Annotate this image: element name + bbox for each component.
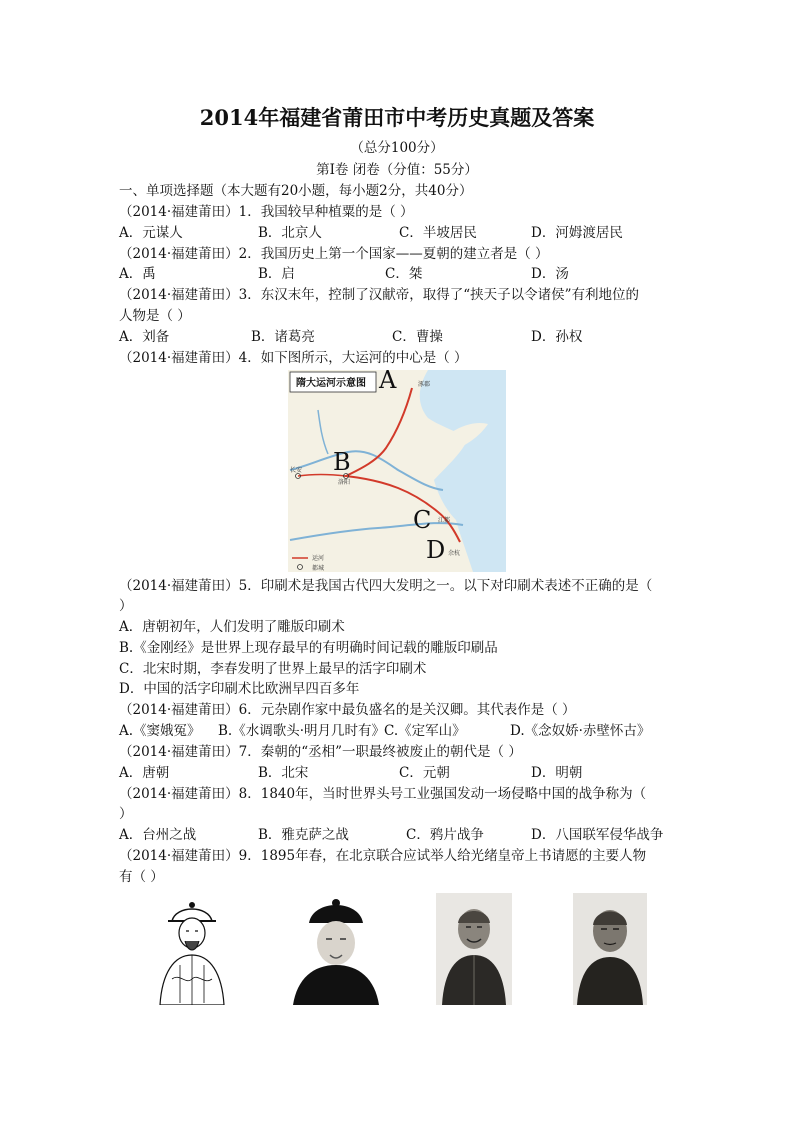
map-place-jiangdu: 江都 [438, 517, 451, 524]
map-label-c: C [413, 506, 432, 534]
question-8-option-b: B．雅克萨之战 [258, 827, 349, 843]
question-9-stem-cont: 有（ ） [119, 869, 164, 885]
question-7-option-a: A．唐朝 [119, 765, 170, 781]
map-legend-canal: 运河 [312, 555, 325, 562]
portrait-4-photo [573, 893, 647, 1005]
question-8-option-c: C．鸦片战争 [406, 827, 484, 843]
question-5-option-b: B.《金刚经》是世界上现存最早的有明确时间记载的雕版印刷品 [119, 640, 498, 656]
map-label-b: B [333, 448, 351, 476]
question-3-option-b: B．诸葛亮 [251, 329, 315, 345]
section-heading: 第Ⅰ卷 闭卷（分值：55分） [316, 162, 478, 178]
question-7-option-d: D．明朝 [531, 765, 583, 781]
map-place-luoyang: 洛阳 [338, 479, 351, 486]
map-title: 隋大运河示意图 [296, 378, 366, 389]
question-2-option-d: D．汤 [531, 266, 569, 282]
question-3-option-d: D．孙权 [531, 329, 583, 345]
map-legend-capital: 都城 [312, 565, 325, 572]
question-3-option-c: C．曹操 [392, 329, 443, 345]
total-score: （总分100分） [350, 140, 444, 156]
question-2-option-b: B．启 [258, 266, 295, 282]
question-5-stem-cont: ） [119, 598, 133, 614]
question-1-option-c: C．半坡居民 [399, 225, 477, 241]
map-label-a: A [379, 370, 397, 394]
question-1-stem: （2014·福建莆田）1．我国较早种植粟的是（ ） [119, 204, 414, 220]
question-3-stem: （2014·福建莆田）3．东汉末年，控制了汉献帝，取得了“挟天子以令诸侯”有利地位的 [119, 287, 640, 303]
question-2-option-a: A．禹 [119, 266, 156, 282]
question-6-stem: （2014·福建莆田）6．元杂剧作家中最负盛名的是关汉卿。其代表作是（ ） [119, 702, 576, 718]
question-8-stem-cont: ） [119, 806, 133, 822]
question-5-stem: （2014·福建莆田）5．印刷术是我国古代四大发明之一。以下对印刷术表述不正确的是（ [119, 578, 653, 594]
question-8-stem: （2014·福建莆田）8．1840年，当时世界头号工业强国发动一场侵略中国的战争称为（ [119, 786, 647, 802]
question-1-option-b: B．北京人 [258, 225, 322, 241]
grand-canal-map [288, 370, 506, 572]
question-5-option-a: A．唐朝初年，人们发明了雕版印刷术 [119, 619, 345, 635]
question-3-option-a: A．刘备 [119, 329, 170, 345]
part-heading: 一、单项选择题（本大题有20小题，每小题2分，共40分） [119, 183, 473, 199]
question-2-option-c: C．桀 [385, 266, 423, 282]
map-place-changan: 长安 [290, 467, 303, 474]
question-1-option-a: A．元谋人 [119, 225, 183, 241]
question-8-option-a: A．台州之战 [119, 827, 197, 843]
question-1-option-d: D．河姆渡居民 [531, 225, 623, 241]
question-3-stem-cont: 人物是（ ） [119, 308, 191, 324]
question-5-option-d: D．中国的活字印刷术比欧洲早四百多年 [119, 681, 360, 697]
question-4-stem: （2014·福建莆田）4．如下图所示，大运河的中心是（ ） [119, 350, 468, 366]
question-6-option-b: B.《水调歌头·明月几时有》 [218, 723, 386, 739]
question-7-option-b: B．北宋 [258, 765, 309, 781]
question-8-option-d: D．八国联军侵华战争 [531, 827, 664, 843]
question-2-stem: （2014·福建莆田）2．我国历史上第一个国家——夏朝的建立者是（ ） [119, 246, 549, 262]
question-9-stem: （2014·福建莆田）9．1895年春，在北京联合应试举人给光绪皇帝上书请愿的主要人物 [119, 848, 647, 864]
question-6-option-d: D.《念奴娇·赤壁怀古》 [510, 723, 651, 739]
question-6-option-c: C.《定军山》 [384, 723, 466, 739]
map-place-yuhang: 余杭 [448, 550, 461, 557]
page-title: 2014年福建省莆田市中考历史真题及答案 [199, 105, 595, 130]
portrait-2-photo [293, 893, 379, 1005]
portrait-1-line-drawing [150, 893, 234, 1005]
question-5-option-c: C．北宋时期，李春发明了世界上最早的活字印刷术 [119, 661, 427, 677]
map-place-zhuojun: 涿郡 [418, 381, 431, 388]
map-label-d: D [426, 536, 446, 564]
question-7-option-c: C．元朝 [399, 765, 450, 781]
question-6-option-a: A.《窦娥冤》 [119, 723, 201, 739]
question-7-stem: （2014·福建莆田）7．秦朝的“丞相”一职最终被废止的朝代是（ ） [119, 744, 522, 760]
portrait-3-photo [436, 893, 512, 1005]
